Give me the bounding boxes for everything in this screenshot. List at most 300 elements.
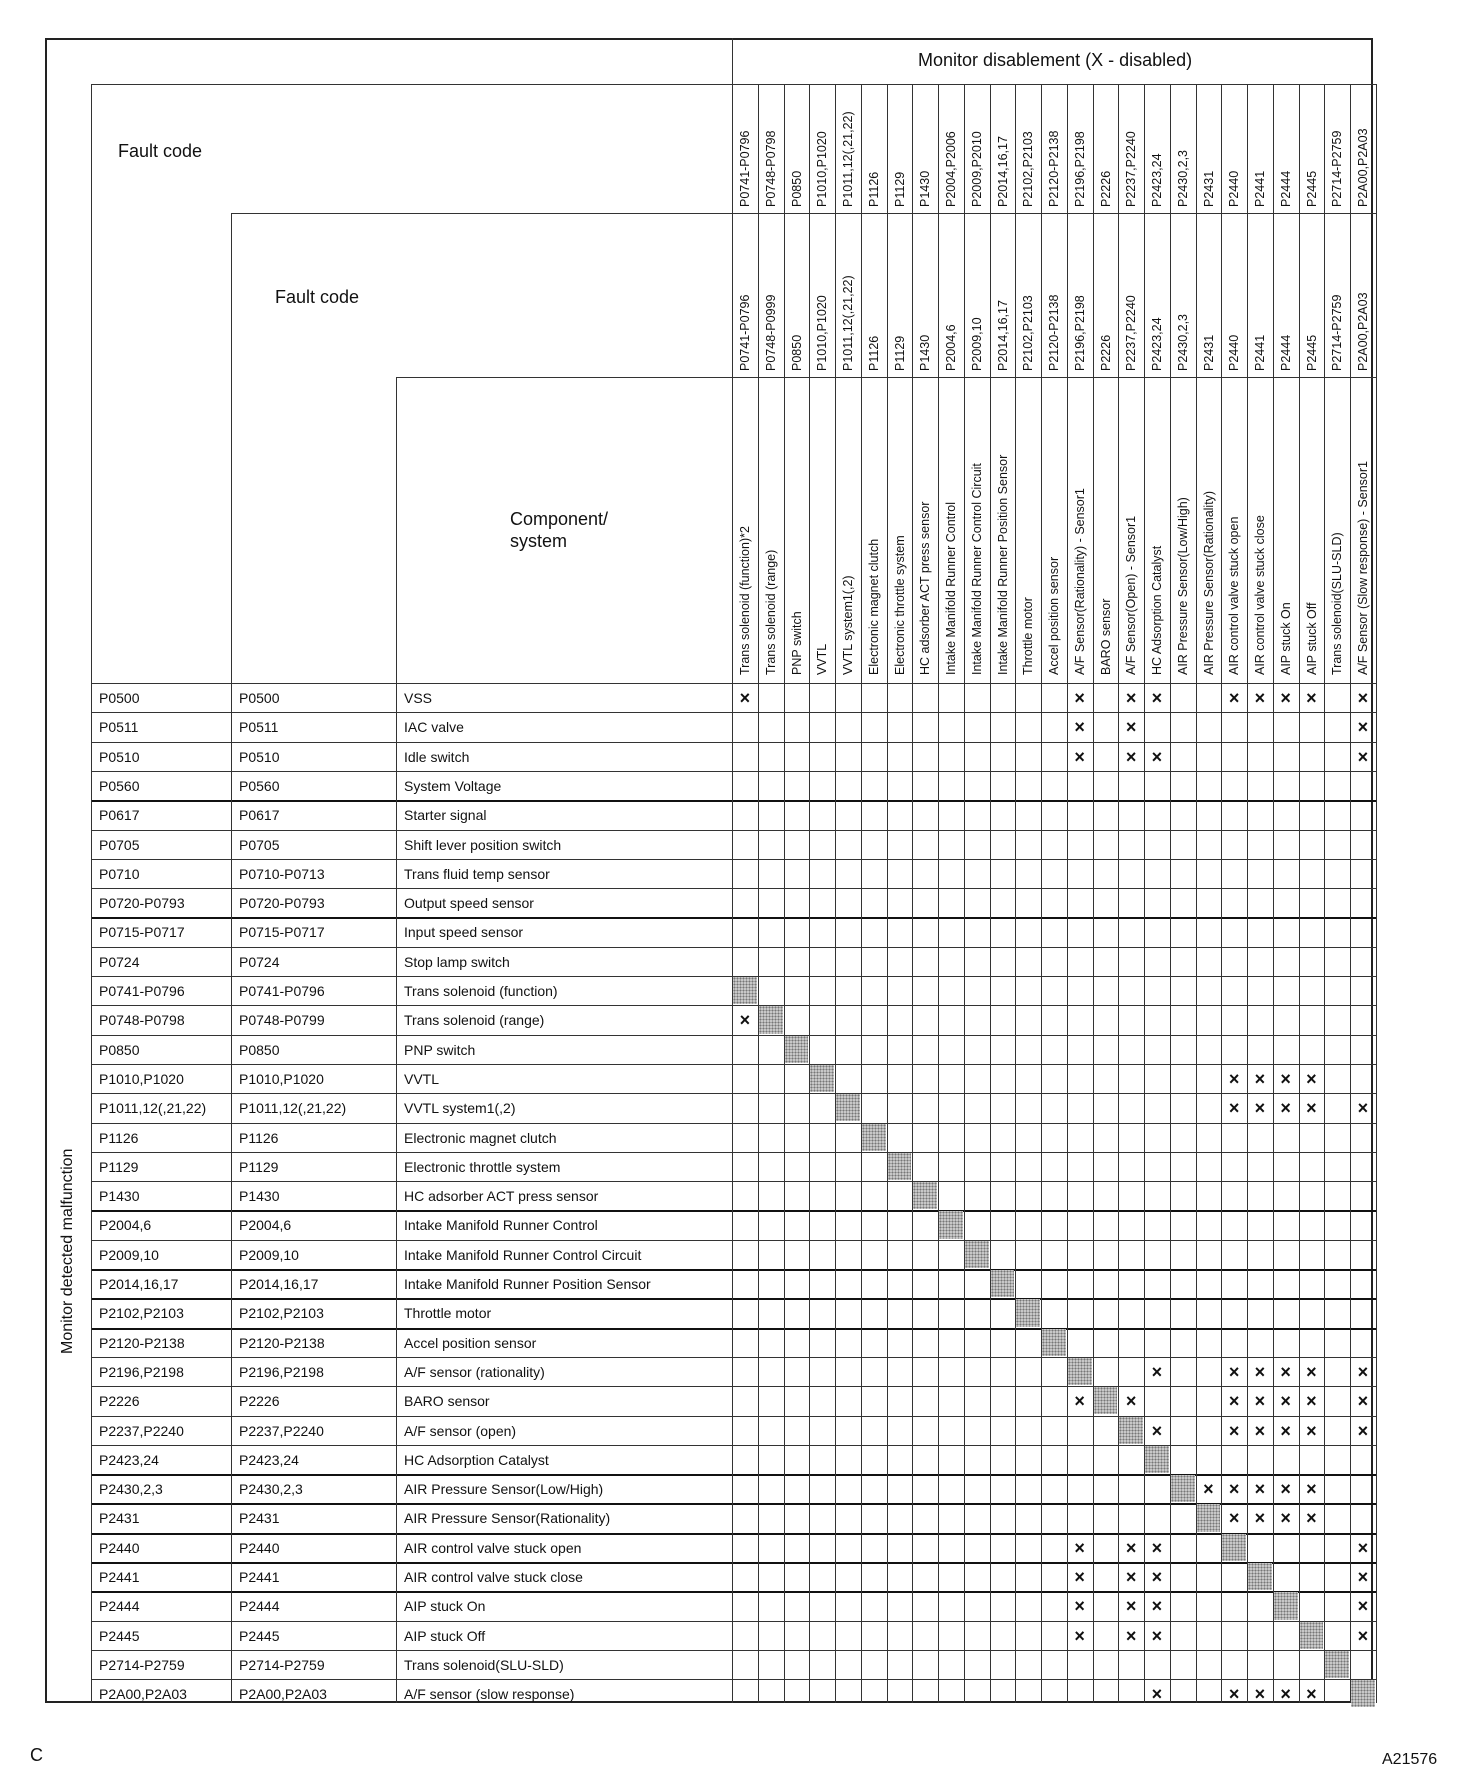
column-description-2: Trans solenoid (range) [763, 549, 778, 675]
disabled-mark: × [1357, 1537, 1369, 1558]
column-description-1: Trans solenoid (function)*2 [738, 526, 752, 675]
shaded-cell [1068, 1358, 1092, 1385]
row-fault-code-1: P0511 [99, 719, 139, 736]
row-fault-code-2: P2237,P2240 [239, 1422, 324, 1439]
disabled-mark: × [1306, 1098, 1317, 1119]
shaded-cell [785, 1036, 809, 1063]
shaded-cell [1300, 1622, 1324, 1649]
disabled-mark: × [1306, 1508, 1317, 1529]
row-fault-code-1: P0741-P0796 [99, 983, 185, 999]
shaded-cell [1119, 1417, 1143, 1444]
disabled-mark: × [1357, 746, 1369, 767]
column-description-8: HC adsorber ACT press sensor [918, 501, 933, 675]
column-code-1-21: P2441 [1253, 170, 1267, 207]
disabled-mark: × [1151, 1684, 1163, 1705]
row-fault-code-2: P0710-P0713 [239, 865, 325, 882]
column-divider [784, 84, 785, 1703]
row-fault-code-2: P1430 [239, 1188, 280, 1205]
row-fault-code-1: P2714-P2759 [99, 1656, 185, 1673]
row-divider [91, 830, 1376, 831]
column-description-17: HC Adsorption Catalyst [1150, 545, 1164, 675]
row-fault-code-2: P0715-P0717 [239, 924, 325, 941]
row-fault-code-2: P2423,24 [239, 1451, 299, 1468]
row-fault-code-1: P2120-P2138 [99, 1334, 185, 1351]
row-component: IAC valve [404, 719, 464, 736]
row-fault-code-2: P2A00,P2A03 [239, 1686, 327, 1703]
disabled-mark: × [1280, 688, 1291, 708]
row-divider [91, 800, 1376, 802]
disabled-mark: × [1228, 1420, 1240, 1441]
column-code-2-13: P2120-P2138 [1047, 294, 1061, 371]
disabled-mark: × [1125, 746, 1137, 767]
column-divider [912, 84, 913, 1703]
column-code-1-20: P2440 [1227, 170, 1242, 207]
row-divider [91, 683, 1376, 684]
row-fault-code-1: P2431 [99, 1510, 140, 1527]
disabled-mark: × [1306, 1068, 1317, 1089]
column-description-24: Trans solenoid(SLU-SLD) [1330, 532, 1345, 675]
disabled-mark: × [1228, 1098, 1240, 1119]
disabled-mark: × [739, 1010, 751, 1031]
column-divider [1324, 84, 1325, 1703]
shaded-cell [1248, 1563, 1272, 1590]
column-divider [396, 377, 397, 1703]
column-divider [758, 84, 759, 1703]
column-divider [1093, 84, 1094, 1703]
column-code-2-14: P2196,P2198 [1072, 295, 1087, 371]
column-code-2-23: P2445 [1304, 334, 1319, 371]
row-fault-code-1: P0710 [99, 865, 140, 882]
column-divider [1273, 84, 1274, 1703]
disabled-mark: × [1306, 1684, 1317, 1705]
column-code-1-24: P2714-P2759 [1330, 130, 1345, 207]
column-code-2-24: P2714-P2759 [1330, 294, 1345, 371]
row-fault-code-2: P0748-P0799 [239, 1012, 325, 1029]
row-fault-code-2: P0511 [239, 719, 279, 736]
header-divider [231, 213, 1376, 214]
column-code-2-15: P2226 [1098, 334, 1113, 371]
disabled-mark: × [1228, 1508, 1240, 1529]
row-fault-code-1: P2237,P2240 [99, 1422, 184, 1439]
column-code-1-23: P2445 [1304, 170, 1319, 207]
shaded-cell [913, 1182, 937, 1209]
row-fault-code-2: P0850 [239, 1041, 280, 1058]
shaded-cell [1094, 1387, 1118, 1414]
row-divider [91, 1181, 1376, 1182]
disabled-mark: × [1228, 1361, 1240, 1382]
column-divider [231, 213, 232, 1703]
column-code-2-12: P2102,P2103 [1021, 295, 1036, 371]
row-fault-code-1: P1430 [99, 1188, 140, 1205]
disabled-mark: × [1074, 1625, 1085, 1646]
row-component: PNP switch [404, 1041, 476, 1058]
row-fault-code-2: P2430,2,3 [239, 1481, 303, 1498]
column-code-1-17: P2423,24 [1150, 153, 1164, 207]
row-component: Intake Manifold Runner Control [404, 1217, 598, 1234]
row-component: Intake Manifold Runner Control Circuit [404, 1246, 642, 1263]
shaded-cell [1016, 1299, 1040, 1326]
row-divider [91, 1210, 1376, 1212]
row-divider [91, 1357, 1376, 1358]
column-description-14: A/F Sensor(Rationality) - Sensor1 [1072, 488, 1087, 675]
column-divider [1376, 84, 1377, 1703]
column-description-19: AIR Pressure Sensor(Rationality) [1201, 490, 1216, 675]
disabled-mark: × [1074, 746, 1085, 767]
column-code-2-22: P2444 [1278, 334, 1293, 371]
row-divider [91, 1591, 1376, 1593]
row-component: Input speed sensor [404, 924, 524, 941]
disabled-mark: × [1280, 1068, 1291, 1089]
column-code-2-11: P2014,16,17 [995, 300, 1010, 371]
row-fault-code-2: P2444 [239, 1598, 280, 1615]
row-divider [91, 1093, 1376, 1094]
row-divider [91, 1328, 1376, 1330]
row-fault-code-2: P0705 [239, 836, 280, 853]
row-fault-code-2: P1126 [239, 1129, 279, 1146]
row-divider [91, 1269, 1376, 1271]
row-component: Electronic magnet clutch [404, 1129, 557, 1146]
row-fault-code-2: P2102,P2103 [239, 1305, 324, 1322]
row-divider [91, 1064, 1376, 1065]
shaded-cell [1222, 1534, 1246, 1561]
row-component: Idle switch [404, 748, 470, 765]
row-divider [91, 1005, 1376, 1006]
shaded-cell [991, 1270, 1015, 1297]
column-code-2-10: P2009,10 [969, 317, 984, 371]
disabled-mark: × [1125, 1567, 1137, 1587]
disabled-mark: × [1074, 717, 1085, 738]
disabled-mark: × [1254, 1508, 1266, 1529]
row-fault-code-1: P2440 [99, 1539, 140, 1556]
disabled-mark: × [1357, 717, 1369, 738]
column-description-23: AIP stuck Off [1304, 602, 1319, 675]
column-description-15: BARO sensor [1098, 598, 1113, 675]
shaded-cell [1171, 1475, 1195, 1502]
row-fault-code-1: P0560 [99, 777, 140, 794]
column-code-1-8: P1430 [918, 170, 933, 207]
row-divider [91, 917, 1376, 919]
row-fault-code-1: P2444 [99, 1598, 140, 1615]
disabled-mark: × [1254, 688, 1266, 708]
column-code-1-16: P2237,P2240 [1124, 131, 1139, 207]
column-code-1-18: P2430,2,3 [1175, 150, 1190, 207]
column-divider [938, 84, 939, 1703]
column-code-1-14: P2196,P2198 [1072, 131, 1087, 207]
row-fault-code-1: P2423,24 [99, 1451, 159, 1468]
disabled-mark: × [1074, 1567, 1085, 1587]
row-divider [91, 1562, 1376, 1564]
row-fault-code-2: P2014,16,17 [239, 1276, 319, 1292]
row-divider [91, 1621, 1376, 1622]
row-fault-code-1: P2009,10 [99, 1246, 159, 1263]
column-code-1-2: P0748-P0798 [763, 130, 778, 207]
row-component: AIR control valve stuck close [404, 1569, 583, 1585]
row-component: BARO sensor [404, 1393, 490, 1410]
row-fault-code-2: P2441 [239, 1569, 280, 1585]
disabled-mark: × [1228, 1068, 1240, 1089]
column-code-1-4: P1010,P1020 [815, 131, 830, 207]
column-description-11: Intake Manifold Runner Position Sensor [995, 454, 1010, 675]
disabled-mark: × [1254, 1420, 1266, 1441]
column-divider [1221, 84, 1222, 1703]
column-divider [1247, 84, 1248, 1703]
shaded-cell [965, 1241, 989, 1268]
column-description-4: VVTL [815, 643, 830, 675]
disabled-mark: × [739, 688, 751, 708]
shaded-cell [939, 1211, 963, 1238]
column-code-2-19: P2431 [1201, 334, 1216, 371]
row-component: System Voltage [404, 777, 502, 794]
column-code-1-7: P1129 [892, 171, 907, 207]
disabled-mark: × [1228, 688, 1240, 708]
disabled-mark: × [1280, 1479, 1291, 1500]
row-fault-code-1: P1011,12(,21,22) [99, 1100, 207, 1117]
disabled-mark: × [1254, 1098, 1266, 1119]
row-fault-code-1: P1126 [99, 1129, 139, 1146]
disabled-mark: × [1357, 1567, 1369, 1587]
row-fault-code-2: P0560 [239, 777, 280, 794]
column-divider [1118, 84, 1119, 1703]
column-divider [1041, 84, 1042, 1703]
disabled-mark: × [1074, 1596, 1085, 1617]
row-fault-code-2: P0510 [239, 748, 280, 765]
row-component: Output speed sensor [404, 895, 534, 912]
column-code-2-3: P0850 [789, 334, 804, 371]
row-component: Electronic throttle system [404, 1158, 561, 1175]
row-fault-code-1: P0715-P0717 [99, 924, 185, 941]
column-code-1-10: P2009,P2010 [969, 131, 984, 207]
row-component: VVTL system1(,2) [404, 1100, 516, 1117]
column-description-7: Electronic throttle system [892, 535, 907, 675]
disabled-mark: × [1306, 1361, 1317, 1382]
disabled-mark: × [1280, 1391, 1291, 1412]
column-divider [887, 84, 888, 1703]
column-code-1-13: P2120-P2138 [1047, 130, 1061, 207]
column-divider [964, 84, 965, 1703]
row-component: Trans solenoid(SLU-SLD) [404, 1656, 564, 1673]
column-description-5: VVTL system1(,2) [841, 575, 855, 675]
disabled-mark: × [1280, 1098, 1291, 1119]
disabled-mark: × [1254, 1684, 1266, 1705]
column-code-1-1: P0741-P0796 [738, 130, 752, 207]
shaded-cell [862, 1124, 886, 1151]
column-code-1-6: P1126 [866, 171, 881, 207]
column-code-2-1: P0741-P0796 [738, 294, 752, 371]
row-divider [91, 1152, 1376, 1153]
column-divider [1170, 84, 1171, 1703]
row-divider [91, 888, 1376, 889]
row-fault-code-1: P0724 [99, 953, 140, 970]
row-fault-code-2: P0500 [239, 690, 280, 706]
row-fault-code-1: P2226 [99, 1393, 140, 1410]
row-divider [91, 1416, 1376, 1417]
row-fault-code-1: P1010,P1020 [99, 1070, 184, 1087]
column-description-13: Accel position sensor [1047, 556, 1061, 675]
fault-code-header-1: Fault code [118, 141, 203, 161]
row-fault-code-1: P1129 [99, 1158, 139, 1175]
row-component: AIR Pressure Sensor(Low/High) [404, 1481, 604, 1498]
row-fault-code-2: P2196,P2198 [239, 1363, 324, 1380]
shaded-cell [1197, 1504, 1221, 1531]
row-fault-code-1: P2430,2,3 [99, 1481, 163, 1498]
disabled-mark: × [1306, 1420, 1317, 1441]
row-divider [91, 771, 1376, 772]
disabled-mark: × [1151, 1537, 1163, 1558]
row-fault-code-1: P2014,16,17 [99, 1276, 179, 1292]
column-code-1-22: P2444 [1278, 170, 1293, 207]
row-divider [91, 1240, 1376, 1241]
disabled-mark: × [1357, 1420, 1369, 1441]
row-fault-code-1: P0500 [99, 690, 140, 706]
header-divider [91, 84, 732, 85]
disabled-mark: × [1151, 1420, 1163, 1441]
shaded-cell [1274, 1592, 1298, 1619]
column-code-2-8: P1430 [918, 334, 933, 371]
column-code-2-9: P2004,6 [944, 324, 958, 371]
row-component: HC adsorber ACT press sensor [404, 1188, 599, 1205]
row-divider [91, 1533, 1376, 1535]
row-fault-code-2: P2004,6 [239, 1217, 292, 1234]
disabled-mark: × [1125, 1391, 1137, 1412]
column-divider [1015, 84, 1016, 1703]
shaded-cell [733, 977, 757, 1004]
column-code-1-19: P2431 [1201, 170, 1216, 207]
column-description-12: Throttle motor [1021, 597, 1036, 675]
disabled-mark: × [1228, 1391, 1240, 1412]
column-description-22: AIP stuck On [1278, 602, 1293, 675]
column-code-2-18: P2430,2,3 [1175, 314, 1190, 371]
disabled-mark: × [1125, 1625, 1137, 1646]
row-divider [91, 712, 1376, 713]
column-description-20: AIR control valve stuck open [1227, 516, 1242, 675]
disabled-mark: × [1151, 1625, 1163, 1646]
column-code-2-17: P2423,24 [1150, 317, 1164, 371]
disabled-mark: × [1151, 746, 1163, 767]
disabled-mark: × [1125, 717, 1137, 738]
shaded-cell [1351, 1680, 1375, 1707]
disabled-mark: × [1357, 1625, 1369, 1646]
column-description-6: Electronic magnet clutch [866, 538, 881, 675]
column-description-25: A/F Sensor (Slow response) - Sensor1 [1356, 461, 1370, 675]
row-component: Shift lever position switch [404, 836, 562, 853]
disabled-mark: × [1254, 1361, 1266, 1382]
column-code-1-3: P0850 [789, 170, 804, 207]
column-divider [1196, 84, 1197, 1703]
row-fault-code-1: P0720-P0793 [99, 895, 185, 912]
disabled-mark: × [1151, 688, 1163, 708]
figure-id: A21576 [1382, 1751, 1438, 1768]
fault-code-header-2: Fault code [275, 287, 360, 307]
row-fault-code-2: P1010,P1020 [239, 1070, 324, 1087]
row-divider [91, 1650, 1376, 1651]
column-code-1-25: P2A00,P2A03 [1356, 128, 1370, 207]
row-fault-code-1: P2196,P2198 [99, 1363, 184, 1380]
row-fault-code-2: P1011,12(,21,22) [239, 1100, 347, 1117]
disabled-mark: × [1125, 1596, 1137, 1617]
row-component: AIP stuck On [404, 1598, 486, 1615]
shaded-cell [888, 1153, 912, 1180]
column-code-2-4: P1010,P1020 [815, 295, 830, 371]
row-divider [91, 1123, 1376, 1124]
column-description-3: PNP switch [789, 611, 804, 675]
row-divider [91, 859, 1376, 860]
row-divider [91, 1298, 1376, 1300]
row-fault-code-2: P0724 [239, 953, 280, 970]
disabled-mark: × [1151, 1567, 1163, 1587]
column-description-18: AIR Pressure Sensor(Low/High) [1175, 497, 1190, 675]
column-divider [809, 84, 810, 1703]
row-component: AIR control valve stuck open [404, 1539, 582, 1556]
row-component: AIR Pressure Sensor(Rationality) [404, 1510, 611, 1527]
disabled-mark: × [1203, 1479, 1214, 1500]
disabled-mark: × [1306, 688, 1317, 708]
row-divider [91, 1445, 1376, 1446]
column-code-1-12: P2102,P2103 [1021, 131, 1036, 207]
disabled-mark: × [1357, 1098, 1369, 1119]
monitor-disablement-title: Monitor disablement (X - disabled) [918, 50, 1193, 70]
column-divider [1067, 84, 1068, 1703]
disabled-mark: × [1254, 1479, 1266, 1500]
disabled-mark: × [1151, 1596, 1163, 1617]
disabled-mark: × [1280, 1508, 1291, 1529]
row-fault-code-1: P2445 [99, 1627, 140, 1644]
disabled-mark: × [1280, 1361, 1291, 1382]
column-code-1-15: P2226 [1098, 170, 1113, 207]
disabled-mark: × [1357, 1361, 1369, 1382]
row-fault-code-1: P0748-P0798 [99, 1012, 185, 1029]
shaded-cell [810, 1065, 834, 1092]
row-component: Accel position sensor [404, 1334, 537, 1351]
column-code-2-2: P0748-P0999 [763, 294, 778, 371]
column-divider [732, 38, 733, 1703]
row-fault-code-1: P2004,6 [99, 1217, 152, 1234]
row-divider [91, 1503, 1376, 1505]
component-system-header: Component/ system [510, 509, 609, 551]
row-component: VSS [404, 690, 433, 706]
column-code-2-6: P1126 [866, 335, 881, 371]
shaded-cell [759, 1006, 783, 1033]
disabled-mark: × [1125, 688, 1137, 708]
column-description-21: AIR control valve stuck close [1253, 515, 1267, 675]
column-divider [1350, 84, 1351, 1703]
column-code-1-9: P2004,P2006 [944, 131, 958, 207]
shaded-cell [1325, 1651, 1349, 1678]
header-divider [732, 84, 1376, 85]
row-fault-code-1: P2A00,P2A03 [99, 1686, 187, 1703]
column-code-2-20: P2440 [1227, 334, 1242, 371]
disabled-mark: × [1280, 1684, 1291, 1705]
footer-letter: C [30, 1745, 43, 1765]
disabled-mark: × [1074, 1537, 1085, 1558]
disabled-mark: × [1357, 1391, 1369, 1412]
row-component: Throttle motor [404, 1305, 492, 1322]
row-divider [91, 1386, 1376, 1387]
row-divider [91, 1679, 1376, 1680]
column-description-10: Intake Manifold Runner Control Circuit [969, 463, 984, 675]
row-fault-code-1: P0850 [99, 1041, 140, 1058]
disabled-mark: × [1125, 1537, 1137, 1558]
disabled-mark: × [1306, 1391, 1317, 1412]
disabled-mark: × [1228, 1479, 1240, 1500]
disabled-mark: × [1254, 1391, 1266, 1412]
row-component: HC Adsorption Catalyst [404, 1451, 549, 1468]
row-component: Trans fluid temp sensor [404, 865, 550, 882]
column-code-1-11: P2014,16,17 [995, 136, 1010, 207]
shaded-cell [1145, 1446, 1169, 1473]
column-divider [1299, 84, 1300, 1703]
disabled-mark: × [1074, 688, 1085, 708]
row-fault-code-1: P0510 [99, 748, 140, 765]
